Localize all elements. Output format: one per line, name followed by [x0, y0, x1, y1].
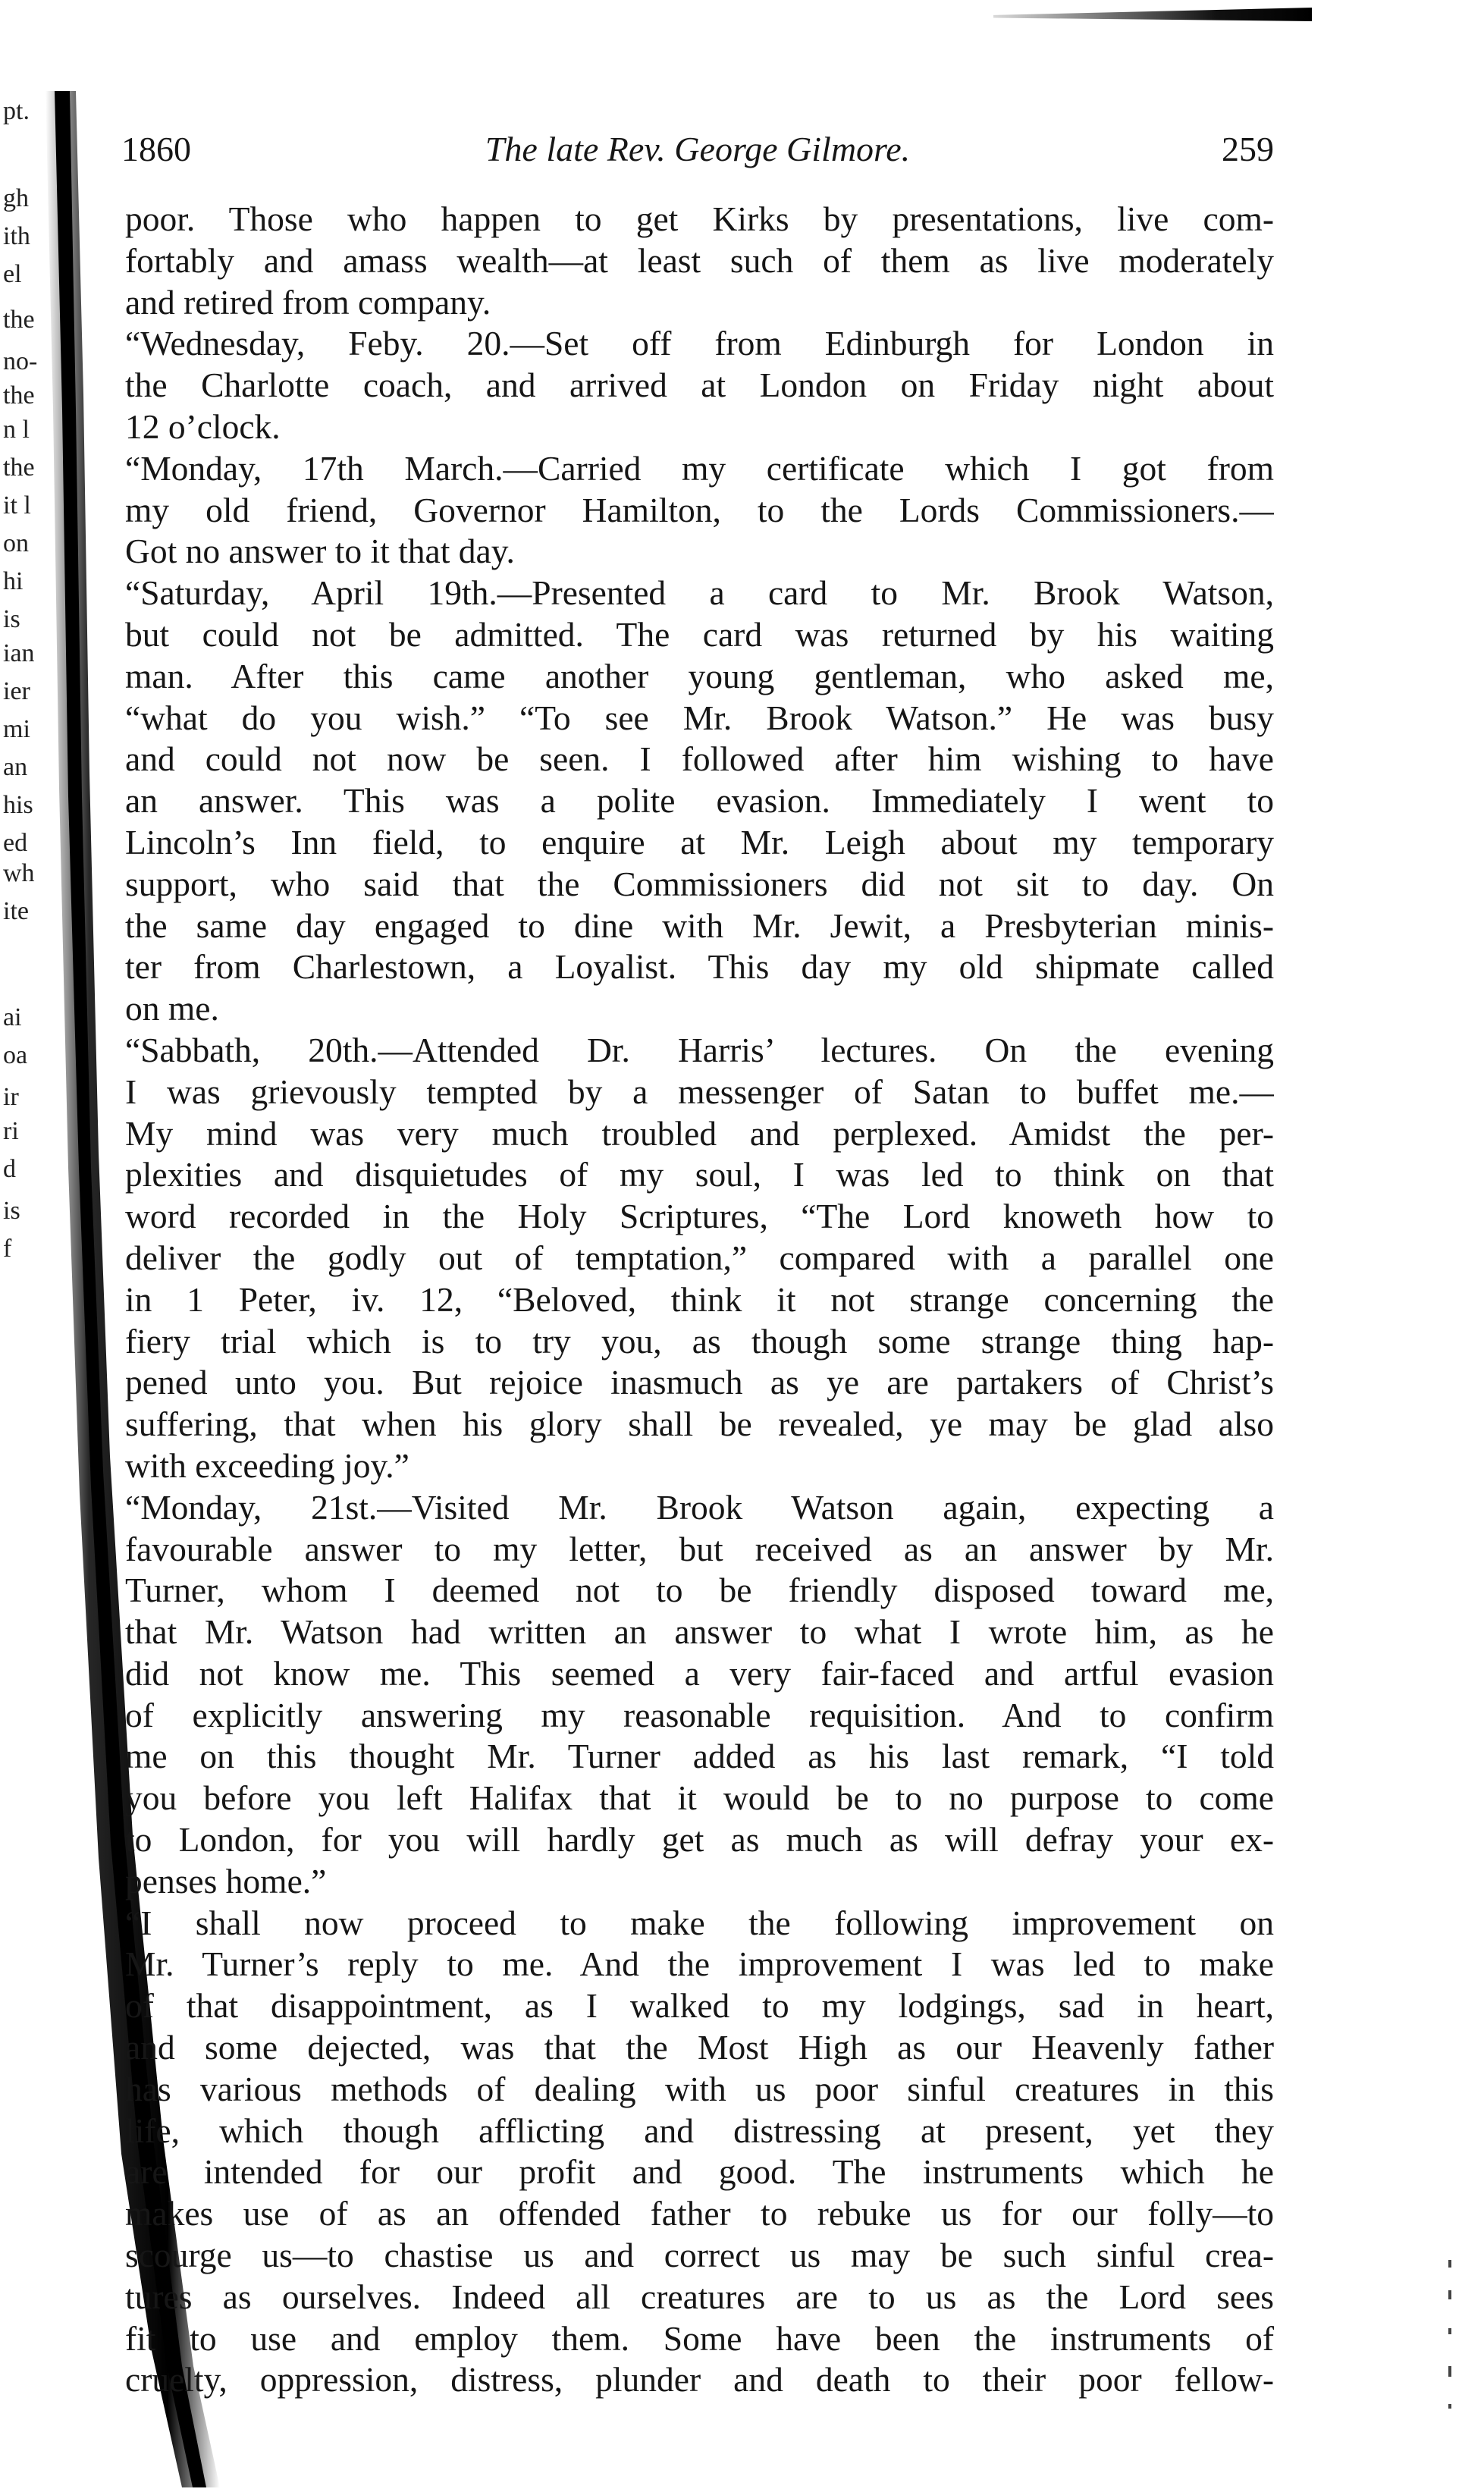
text-line: are intended for our profit and good. The instruments which he [125, 2152, 1274, 2192]
text-line: in 1 Peter, iv. 12, “Beloved, think it not strange concerning the [125, 1279, 1274, 1319]
text-line: deliver the godly out of temptation,” compared with a parallel one [125, 1238, 1274, 1277]
text-line: suffering, that when his glory shall be revealed, ye may be glad also [125, 1404, 1274, 1444]
margin-fragment: pt. [3, 97, 30, 125]
text-line: tures as ourselves. Indeed all creatures are to us as the Lord sees [125, 2277, 1274, 2316]
body-text [125, 199, 1274, 2401]
text-line: “Sabbath, 20th.—Attended Dr. Harris’ lectures. On the evening [125, 1030, 1274, 1069]
text-line: has various methods of dealing with us poor sinful creatures in this [125, 2069, 1274, 2108]
text-line: my old friend, Governor Hamilton, to the Lords Commissioners.— [125, 490, 1274, 529]
margin-fragment: ier [3, 677, 30, 705]
margin-fragment: mi [3, 715, 30, 743]
text-line: to London, for you will hardly get as much as will defray your ex- [125, 1820, 1274, 1860]
margin-fragment: the [3, 306, 35, 334]
text-line: did not know me. This seemed a very fair-faced and artful evasion [125, 1653, 1274, 1693]
text-line: Turner, whom I deemed not to be friendly disposed toward me, [125, 1571, 1274, 1610]
margin-fragment: ed [3, 829, 28, 857]
margin-fragment: it l [3, 491, 31, 519]
margin-fragment: f [3, 1235, 12, 1263]
text-line: word recorded in the Holy Scriptures, “The Lord knoweth how to [125, 1197, 1274, 1236]
text-line: that Mr. Watson had written an answer to what I wrote him, as he [125, 1612, 1274, 1652]
margin-fragment: el [3, 260, 22, 288]
margin-fragment: is [3, 605, 20, 633]
text-line: Got no answer to it that day. [125, 532, 515, 571]
margin-fragment: ian [3, 639, 35, 667]
text-line: and some dejected, was that the Most High as our Heavenly father [125, 2028, 1274, 2067]
text-line: scourge us—to chastise us and correct us may be such sinful crea- [125, 2236, 1274, 2275]
text-line: My mind was very much troubled and perplexed. Amidst the per- [125, 1113, 1274, 1153]
margin-fragment: wh [3, 859, 35, 887]
page-number: 259 [1222, 130, 1274, 168]
running-header [121, 129, 1274, 174]
margin-fragment: ai [3, 1003, 22, 1031]
margin-fragment: ith [3, 222, 30, 250]
text-line: penses home.” [125, 1861, 327, 1900]
margin-fragment: ri [3, 1117, 19, 1145]
text-line: “Wednesday, Feby. 20.—Set off from Edinburgh for London in [125, 324, 1274, 363]
text-line: on me. [125, 989, 219, 1028]
text-line: Lincoln’s Inn field, to enquire at Mr. Leigh about my temporary [125, 822, 1274, 862]
margin-fragment: ir [3, 1083, 19, 1111]
text-line: “I shall now proceed to make the following improvement on [125, 1903, 1274, 1942]
header-year: 1860 [121, 130, 191, 168]
text-line: with exceeding joy.” [125, 1445, 409, 1485]
text-line: me on this thought Mr. Turner added as his last remark, “I told [125, 1737, 1274, 1776]
margin-fragment: his [3, 791, 33, 819]
text-line: the same day engaged to dine with Mr. Jewit, a Presbyterian minis- [125, 905, 1274, 945]
margin-fragment: gh [3, 184, 29, 212]
margin-fragment: is [3, 1197, 20, 1225]
margin-fragment: the [3, 454, 35, 482]
text-line: I was grievously tempted by a messenger of Satan to buffet me.— [125, 1072, 1274, 1111]
text-line: ter from Charlestown, a Loyalist. This day my old shipmate called [125, 947, 1274, 987]
scan-artifact-bar [993, 8, 1312, 21]
text-line: the Charlotte coach, and arrived at London on Friday night about [125, 366, 1274, 405]
text-line: makes use of as an offended father to rebuke us for our folly—to [125, 2194, 1274, 2233]
text-line: favourable answer to my letter, but received as an answer by Mr. [125, 1529, 1274, 1568]
text-line: life, which though afflicting and distressing at present, yet they [125, 2111, 1274, 2150]
text-line: and retired from company. [125, 282, 491, 322]
text-line: “Monday, 17th March.—Carried my certificate which I got from [125, 448, 1274, 488]
text-line: plexities and disquietudes of my soul, I was led to think on that [125, 1155, 1274, 1194]
text-line: but could not be admitted. The card was returned by his waiting [125, 614, 1274, 654]
text-line: and could not now be seen. I followed after him wishing to have [125, 739, 1274, 779]
text-line: “Monday, 21st.—Visited Mr. Brook Watson again, expecting a [125, 1487, 1274, 1527]
text-line: poor. Those who happen to get Kirks by presentations, live com- [125, 199, 1274, 238]
margin-fragment: the [3, 381, 35, 410]
text-line: “what do you wish.” “To see Mr. Brook Watson.” He was busy [125, 698, 1274, 737]
margin-fragment: oa [3, 1041, 28, 1069]
text-line: fit to use and employ them. Some have been the instruments of [125, 2318, 1274, 2358]
text-line: of that disappointment, as I walked to my lodgings, sad in heart, [125, 1986, 1274, 2026]
text-line: of explicitly answering my reasonable requisition. And to confirm [125, 1695, 1274, 1734]
text-line: pened unto you. But rejoice inasmuch as ye are partakers of Christ’s [125, 1363, 1274, 1402]
text-line: fortably and amass wealth—at least such of them as live moderately [125, 240, 1274, 280]
text-line: “Saturday, April 19th.—Presented a card to Mr. Brook Watson, [125, 573, 1274, 613]
margin-fragment: on [3, 529, 29, 557]
margin-fragment: hi [3, 567, 24, 595]
scan-specks [1441, 2260, 1464, 2427]
margin-fragment: d [3, 1155, 16, 1183]
header-title: The late Rev. George Gilmore. [485, 130, 911, 168]
text-line: fiery trial which is to try you, as though some strange thing hap- [125, 1321, 1274, 1361]
margin-fragment: n l [3, 416, 30, 444]
text-line: man. After this came another young gentleman, who asked me, [125, 656, 1274, 695]
text-line: cruelty, oppression, distress, plunder and death to their poor fellow- [125, 2360, 1274, 2399]
text-line: Mr. Turner’s reply to me. And the improvement I was led to make [125, 1944, 1274, 1984]
text-line: 12 o’clock. [125, 406, 281, 446]
text-line: an answer. This was a polite evasion. Immediately I went to [125, 781, 1274, 821]
margin-fragment: an [3, 753, 28, 781]
text-line: you before you left Halifax that it would be to no purpose to come [125, 1778, 1274, 1818]
margin-fragment: ite [3, 897, 29, 925]
margin-fragment: no- [3, 347, 38, 375]
text-line: support, who said that the Commissioners did not sit to day. On [125, 864, 1274, 903]
